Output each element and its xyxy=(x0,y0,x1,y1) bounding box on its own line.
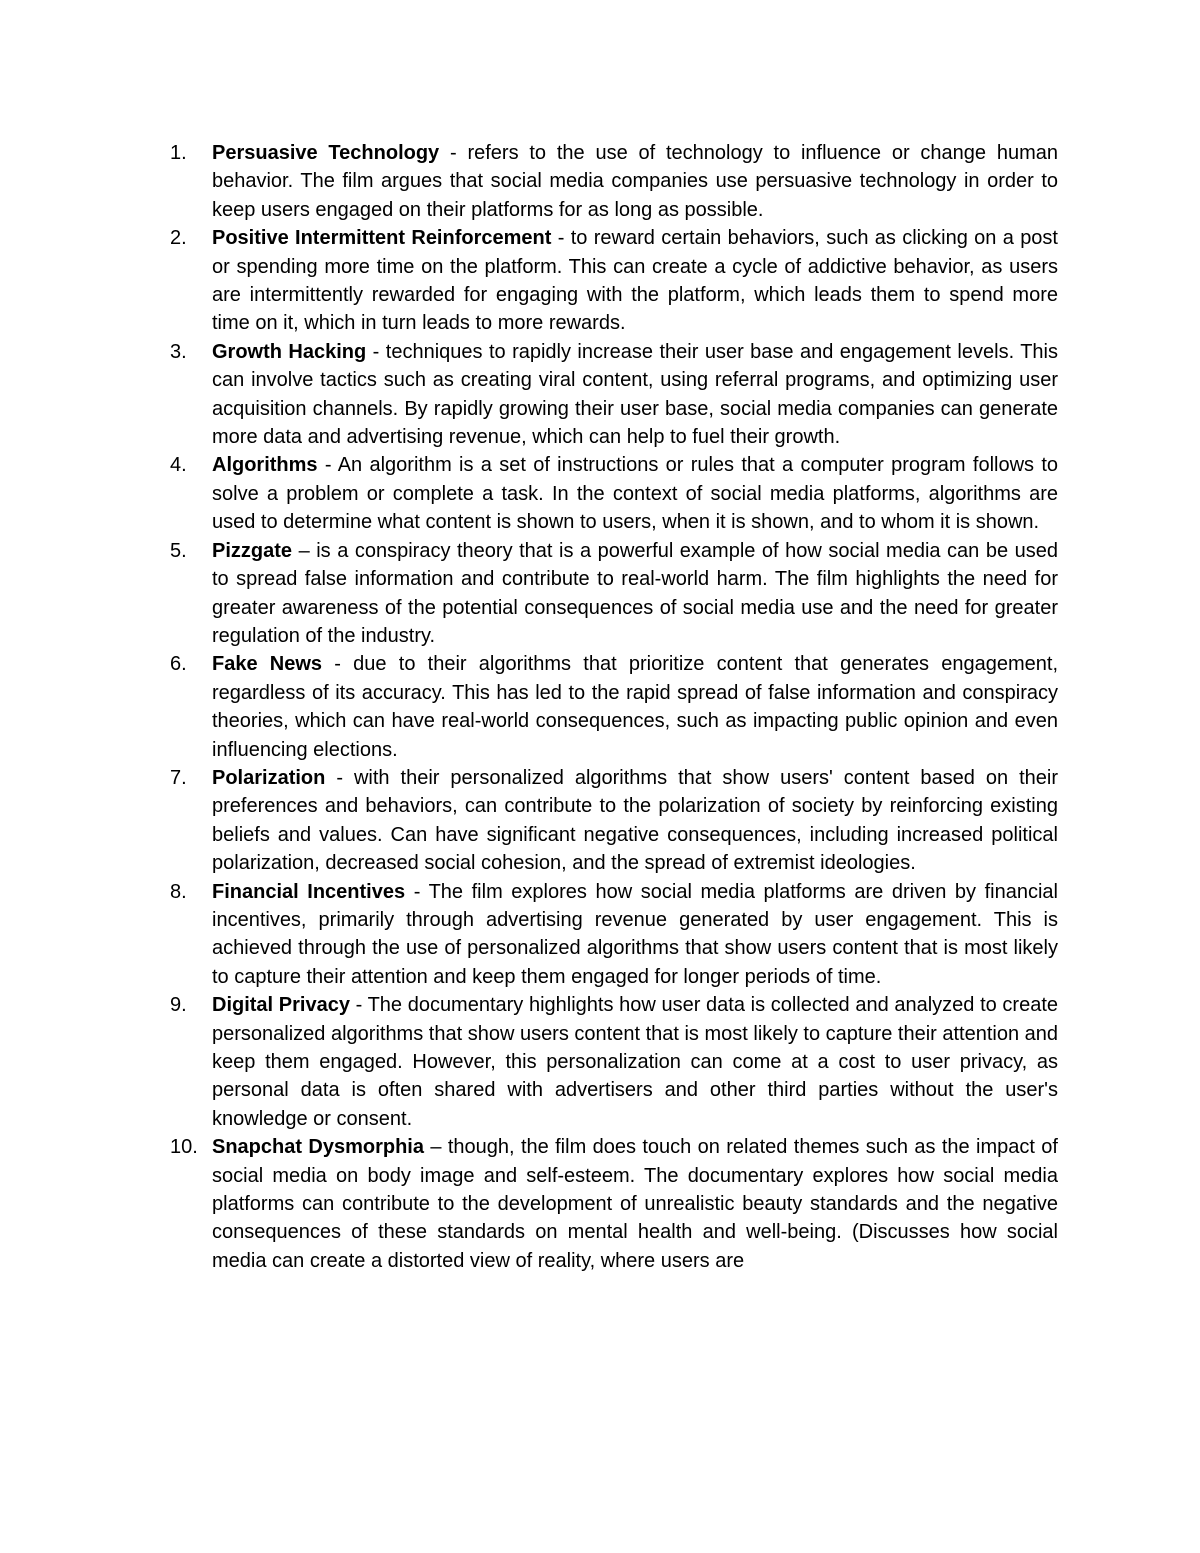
item-number: 10. xyxy=(170,1136,198,1159)
item-text: – though, the film does touch on related themes such as the impact of social media on body image and self-esteem. The documentary explores how social media platforms can contribute to the development of unrealistic beauty standards and the negative consequences of these standards on mental health and well-being. (Discusses how social media can create a distorted view of reality, where users are xyxy=(212,1136,1058,1272)
item-number: 6. xyxy=(170,653,187,676)
list-item xyxy=(170,650,1058,764)
item-term: Algorithms xyxy=(212,454,318,477)
item-number: 3. xyxy=(170,340,187,363)
item-text: – is a conspiracy theory that is a powerful example of how social media can be used to spread false information and contribute to real-world harm. The film highlights the need for greater awareness of the potential consequences of social media use and the need for greater regulation of the industry. xyxy=(212,539,1058,647)
item-number: 9. xyxy=(170,994,187,1017)
item-text: - with their personalized algorithms that show users' content based on their preferences and behaviors, can contribute to the polarization of society by reinforcing existing beliefs and values. Can have significant negative consequences, including increased political polarization, decreased social cohesion, and the spread of extremist ideologies. xyxy=(212,766,1058,875)
item-term: Growth Hacking xyxy=(212,340,367,363)
item-number: 2. xyxy=(170,227,187,250)
item-number: 4. xyxy=(170,454,187,477)
list-item xyxy=(170,139,1058,224)
item-term: Financial Incentives xyxy=(212,880,406,903)
item-text: - The documentary highlights how user data is collected and analyzed to create personalized algorithms that show users content that is most likely to capture their attention and keep them engaged. However, this personalization can come at a cost to user privacy, as personal data is often shared with advertisers and other third parties without the user's knowledge or consent. xyxy=(212,994,1059,1130)
list-item xyxy=(170,1133,1058,1275)
item-number: 5. xyxy=(170,539,187,562)
item-term: Fake News xyxy=(212,653,323,676)
list-item xyxy=(170,878,1058,992)
list-item xyxy=(170,338,1058,452)
list-item xyxy=(170,991,1058,1133)
item-text: - techniques to rapidly increase their user base and engagement levels. This can involve tactics such as creating viral content, using referral programs, and optimizing user acquisition channels. By rapidly growing their user base, social media companies can generate more data and advertising revenue, which can help to fuel their growth. xyxy=(212,340,1058,449)
item-term: Persuasive Technology xyxy=(212,142,440,164)
list-item xyxy=(170,764,1058,878)
item-text: - due to their algorithms that prioritize content that generates engagement, regardless of its accuracy. This has led to the rapid spread of false information and conspiracy theories, which can have real-world consequences, such as impacting public opinion and even influencing elections. xyxy=(212,653,1059,761)
item-number: 1. xyxy=(170,142,187,164)
list-item xyxy=(170,451,1058,536)
list-item xyxy=(170,537,1058,651)
item-number: 7. xyxy=(170,766,187,789)
item-term: Digital Privacy xyxy=(212,994,350,1017)
item-number: 8. xyxy=(170,880,187,903)
list-item xyxy=(170,224,1058,338)
item-term: Positive Intermittent Reinforcement xyxy=(212,227,552,250)
item-text: - The film explores how social media platforms are driven by financial incentives, primarily through advertising revenue generated by user engagement. This is achieved through the use of personalized algorithms that show users content that is most likely to capture their attention and keep them engaged for longer periods of time. xyxy=(212,880,1059,988)
definitions-list xyxy=(170,139,1058,1275)
item-term: Pizzgate xyxy=(212,539,293,562)
item-text: - refers to the use of technology to influence or change human behavior. The film argues that social media companies use persuasive technology in order to keep users engaged on their platforms for as long as possible. xyxy=(212,142,1058,221)
item-term: Snapchat Dysmorphia xyxy=(212,1136,424,1159)
item-text: - to reward certain behaviors, such as clicking on a post or spending more time on the platform. This can create a cycle of addictive behavior, as users are intermittently rewarded for engaging with the platform, which leads them to spend more time on it, which in turn leads to more rewards. xyxy=(212,227,1058,335)
item-term: Polarization xyxy=(212,766,326,789)
item-text: - An algorithm is a set of instructions or rules that a computer program follows to solve a problem or complete a task. In the context of social media platforms, algorithms are used to determine what content is shown to users, when it is shown, and to whom it is shown. xyxy=(212,454,1058,534)
